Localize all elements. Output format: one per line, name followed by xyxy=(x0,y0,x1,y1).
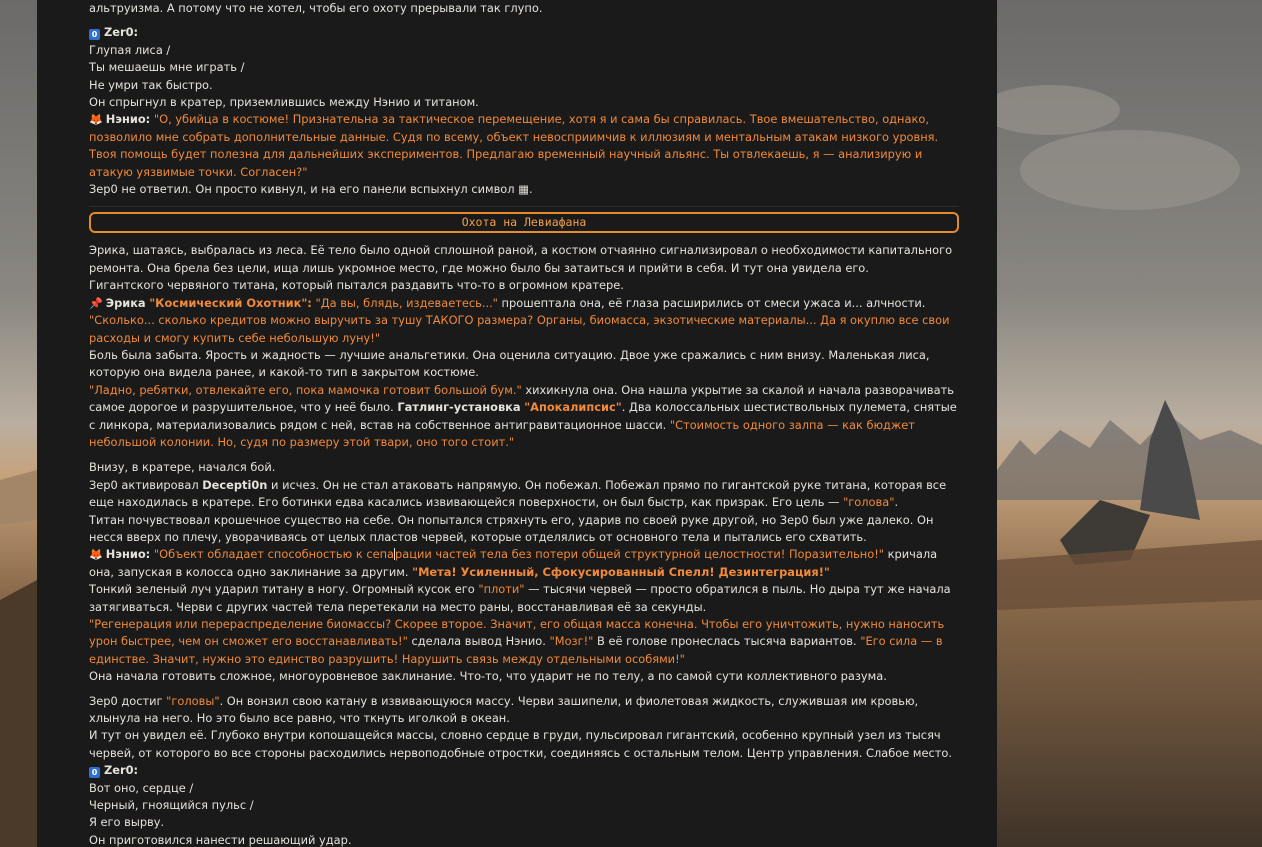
text-line: Эрика, шатаясь, выбралась из леса. Её тело было одной сплошной раной, а костюм отчаянно сигнализировал о необходимости капитального ремонта. Она брела без цели, ища лишь укромное место, где можно было бы затаиться и прийти в себя. И тут она увидела его. xyxy=(89,243,953,275)
story-content xyxy=(89,0,959,847)
erika-speech: 📌 Эрика "Космический Охотник": "Да вы, блядь, издеваетесь..." прошептала она, её глаза расширились от смеси ужаса и... алчности. "Сколько... сколько кредитов можно выручить за тушу ТАКОГО размера? Органы, биомасса, экзотические материалы... Да я окуплю все свои расходы и смогу купить себе небольшую луну!" xyxy=(89,295,950,345)
text-line: "Регенерация или перераспределение биомассы? Скорее второе. Значит, его общая масса конечна. Чтобы его уничтожить, нужно наносить урон быстрее, чем он сможет его восстанавливать!" сделала вывод Нэнио. "Мозг!" В её голове пронеслась тысяча вариантов. "Его сила — в единстве. Значит, нужно это единство разрушить! Нарушить связь между отдельными особями!" xyxy=(89,617,945,666)
text-line: Боль была забыта. Ярость и жадность — лучшие анальгетики. Она оценила ситуацию. Двое уже сражались с ним внизу. Маленькая лиса, которую она видела ранее, и какой-то тип в закрытом костюме. xyxy=(89,347,930,380)
speaker-zer0: 0 Zer0: xyxy=(89,762,959,779)
text-line: альтруизма. А потому что не хотел, чтобы его охоту прерывали так глупо. xyxy=(89,1,543,15)
haiku-line: Не умри так быстро. xyxy=(89,77,213,92)
text-line: Тонкий зеленый луч ударил титану в ногу. Огромный кусок его "плоти" — тысячи червей — просто обратился в пыль. Но дыра тут же начала затягиваться. Черви с других частей тела перетекали на место раны, восстанавливая её за секунды. xyxy=(89,582,951,614)
text-line: Зер0 активировал Decepti0n и исчез. Он не стал атаковать напрямую. Он побежал. Побежал прямо по гигантской руке титана, которая все еще находилась в кратере. Его ботинки едва касались извивающейся поверхности, он был быстр, как призрак. Его цель — "голова". xyxy=(89,477,947,510)
text-line: Он приготовился нанести решающий удар. xyxy=(89,832,352,847)
divider xyxy=(89,206,959,207)
fox-icon: 🦊 xyxy=(89,113,103,127)
speaker-zer0: 0 Zer0: xyxy=(89,24,959,41)
nenio-speech: 🦊 Нэнио: "О, убийца в костюме! Признательна за тактическое перемещение, хотя я и сама бы справилась. Твое вмешательство, однако, позволило мне собрать дополнительные данные. Судя по всему, объект невосприимчив к иллюзиям и ментальным атакам низкого уровня. Твоя помощь будет полезна для дальнейших экспериментов. Предлагаю временный научный альянс. Ты отвлекаешь, я — анализирую и атакую уязвимые точки. Согласен?" xyxy=(89,112,939,179)
digit-zero-icon: 0 xyxy=(89,767,100,778)
text-line: Внизу, в кратере, начался бой. xyxy=(89,460,276,475)
fox-icon: 🦊 xyxy=(89,548,103,562)
haiku-line: Глупая лиса / xyxy=(89,42,171,57)
text-line: Гигантского червяного титана, который пытался раздавить что-то в огромном кратере. xyxy=(89,278,624,293)
haiku-line: Черный, гноящийся пульс / xyxy=(89,798,254,813)
text-line: Он спрыгнул в кратер, приземлившись между Нэнио и титаном. xyxy=(89,95,479,110)
text-line: Она начала готовить сложное, многоуровневое заклинание. Что-то, что ударит не по телу, а по самой сути коллективного разума. xyxy=(89,669,887,684)
chapter-title: Охота на Левиафана xyxy=(89,212,959,233)
chat-panel xyxy=(37,0,997,847)
text-line: Зер0 не ответил. Он просто кивнул, и на его панели вспыхнул символ ▦. xyxy=(89,182,533,197)
nenio-speech: 🦊 Нэнио: "Объект обладает способностью к сепарации частей тела без потери общей структурной целостности! Поразительно!" кричала она, запуская в колосса одно заклинание за другим. "Мета! Усиленный, Сфокусированный Спелл! Дезинтеграция!" xyxy=(89,547,938,579)
haiku-line: Ты мешаешь мне играть / xyxy=(89,60,245,75)
text-line: "Ладно, ребятки, отвлекайте его, пока мамочка готовит большой бум." хихикнула она. Она нашла укрытие за скалой и начала разворачивать самое дорогое и разрушительное, что у неё было. Гатлинг-установка "Апокалипсис". Два колоссальных шестиствольных пулемета, снятые с линкора, материализовались рядом с ней, встав на собственное антигравитационное шасси. "Стоимость одного залпа — как бюджет небольшой колонии. Но, судя по размеру этой твари, оно того стоит." xyxy=(89,382,957,449)
haiku-line: Вот оно, сердце / xyxy=(89,780,194,795)
text-line: Зер0 достиг "головы". Он вонзил свою катану в извивающуюся массу. Черви зашипели, и фиолетовая жидкость, служившая им кровью, хлынула на него. Но это было все равно, что ткнуть иголкой в океан. xyxy=(89,693,919,726)
haiku-line: Я его вырву. xyxy=(89,815,165,830)
text-line: Титан почувствовал крошечное существо на себе. Он попытался стряхнуть его, ударив по своей руке другой, но Зер0 был уже далеко. Он несся вверх по плечу, уворачиваясь от целых пластов червей, которые отделялись от основного тела и пытались его схватить. xyxy=(89,512,934,544)
digit-zero-icon: 0 xyxy=(89,29,100,40)
text-line: И тут он увидел её. Глубоко внутри копошащейся массы, словно сердце в груди, пульсировал гигантский, особенно крупный узел из тысяч червей, от которого во все стороны расходились нервоподобные отростки, соединяясь с остальным телом. Центр управления. Слабое место. xyxy=(89,728,952,760)
pin-icon: 📌 xyxy=(89,296,103,310)
